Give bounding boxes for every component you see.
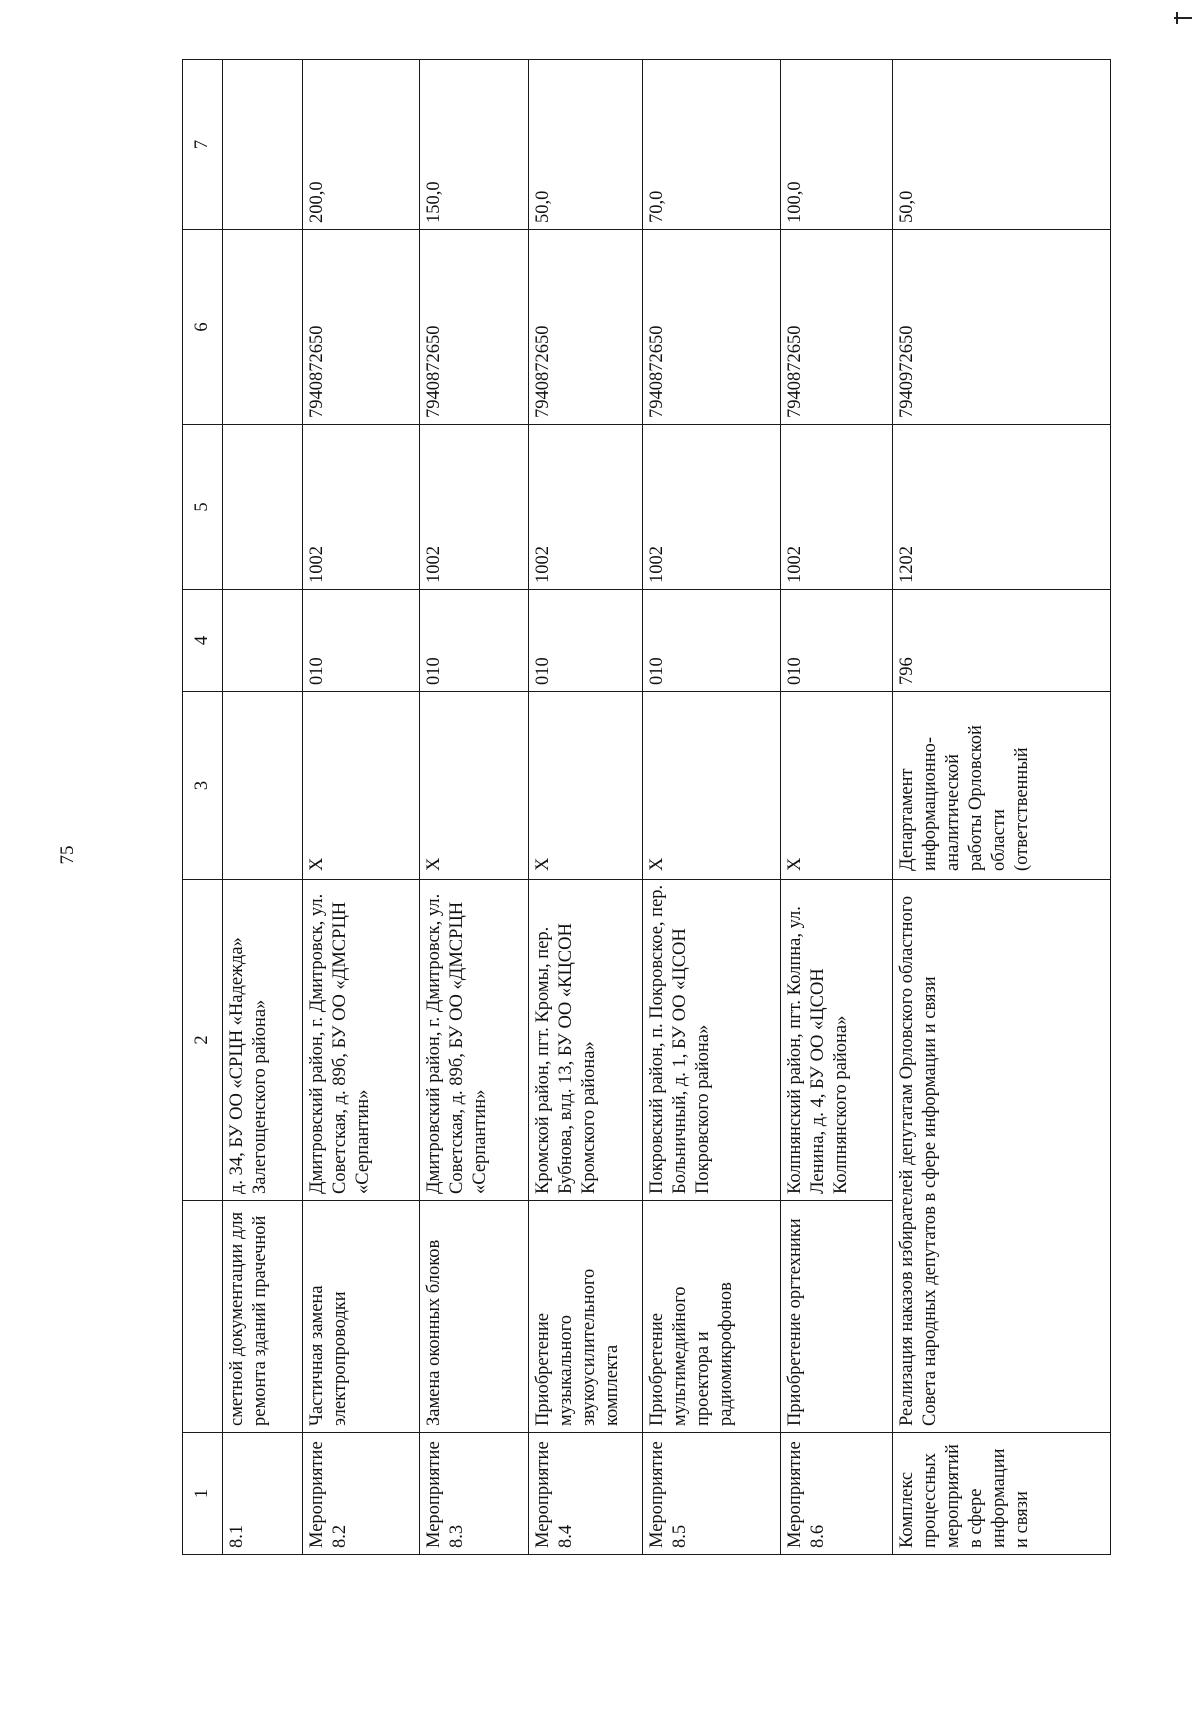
executor: [223, 692, 303, 880]
row-id: Мероприятие 8.6: [781, 1433, 893, 1555]
table-row: [893, 60, 1111, 1555]
table-row: [303, 60, 420, 1555]
event-name: Реализация наказов избирателей депутатам Орловского областного Совета народных депутатов в сфере информации и связи: [893, 880, 1111, 1433]
target-article: 7940872650: [420, 230, 529, 425]
table-row: [781, 60, 893, 1555]
target-article: 7940872650: [303, 230, 420, 425]
rotated-table-frame: [182, 60, 1110, 1555]
executor: Х: [529, 692, 643, 880]
event-name: сметной документации для ремонта зданий прачечной: [223, 1201, 303, 1433]
address: Дмитровский район, г. Дмитровск, ул. Советская, д. 89б, БУ ОО «ДМСРЦН «Серпантин»: [420, 880, 529, 1201]
event-name: Замена оконных блоков: [420, 1201, 529, 1433]
grbs-code: 010: [529, 590, 643, 692]
target-article: [223, 230, 303, 425]
address: Кромской район, пгт. Кромы, пер. Бубнова, влд. 13, БУ ОО «КЦСОН Кромского района»: [529, 880, 643, 1201]
address: д. 34, БУ ОО «СРЦН «Надежда» Залегощенского района»: [223, 880, 303, 1201]
section-code: 1002: [303, 425, 420, 590]
col-header-7: 7: [183, 60, 223, 230]
executor: Х: [781, 692, 893, 880]
table-row: [223, 60, 303, 1555]
grbs-code: 010: [303, 590, 420, 692]
section-code: 1002: [643, 425, 781, 590]
amount: [223, 60, 303, 230]
section-code: 1002: [420, 425, 529, 590]
target-article: 7940872650: [529, 230, 643, 425]
target-article: 7940872650: [643, 230, 781, 425]
table-row: [529, 60, 643, 1555]
col-header-6: 6: [183, 230, 223, 425]
header-row: [183, 60, 223, 1555]
table-row: [420, 60, 529, 1555]
table-row: [643, 60, 781, 1555]
amount: 100,0: [781, 60, 893, 230]
target-article: 7940972650: [893, 230, 1111, 425]
page-number: 75: [57, 845, 78, 865]
executor: Департамент информационно-аналитической работы Орловской области (ответственный: [893, 692, 1111, 880]
section-code: [223, 425, 303, 590]
executor: Х: [303, 692, 420, 880]
event-name: Приобретение музыкального звукоусилительного комплекта: [529, 1201, 643, 1433]
target-article: 7940872650: [781, 230, 893, 425]
section-code: 1002: [781, 425, 893, 590]
row-id: Комплекс процессных мероприятий в сфере информации и связи: [893, 1433, 1111, 1555]
amount: 50,0: [893, 60, 1111, 230]
amount: 200,0: [303, 60, 420, 230]
section-code: 1002: [529, 425, 643, 590]
grbs-code: 796: [893, 590, 1111, 692]
address: Колпнянский район, пгт. Колпна, ул. Ленина, д. 4, БУ ОО «ЦСОН Колпнянского района»: [781, 880, 893, 1201]
corner-mark: [1174, 12, 1194, 22]
address: Дмитровский район, г. Дмитровск, ул. Советская, д. 89б, БУ ОО «ДМСРЦН «Серпантин»: [303, 880, 420, 1201]
event-name: Частичная замена электропроводки: [303, 1201, 420, 1433]
grbs-code: 010: [643, 590, 781, 692]
col-header-2: 2: [183, 880, 223, 1201]
grbs-code: 010: [420, 590, 529, 692]
address: Покровский район, п. Покровское, пер. Больничный, д. 1, БУ ОО «ЦСОН Покровского района»: [643, 880, 781, 1201]
amount: 70,0: [643, 60, 781, 230]
row-id: Мероприятие 8.5: [643, 1433, 781, 1555]
col-header-1: 1: [183, 1433, 223, 1555]
amount: 50,0: [529, 60, 643, 230]
amount: 150,0: [420, 60, 529, 230]
event-name: Приобретение оргтехники: [781, 1201, 893, 1433]
col-header-4: 4: [183, 590, 223, 692]
section-code: 1202: [893, 425, 1111, 590]
grbs-code: [223, 590, 303, 692]
grbs-code: 010: [781, 590, 893, 692]
col-header-3: 3: [183, 692, 223, 880]
col-header-1b: [183, 1201, 223, 1433]
row-id: 8.1: [223, 1433, 303, 1555]
row-id: Мероприятие 8.3: [420, 1433, 529, 1555]
executor: Х: [420, 692, 529, 880]
event-name: Приобретение мультимедийного проектора и радиомикрофонов: [643, 1201, 781, 1433]
budget-table: [182, 59, 1111, 1555]
row-id: Мероприятие 8.2: [303, 1433, 420, 1555]
executor: Х: [643, 692, 781, 880]
row-id: Мероприятие 8.4: [529, 1433, 643, 1555]
col-header-5: 5: [183, 425, 223, 590]
